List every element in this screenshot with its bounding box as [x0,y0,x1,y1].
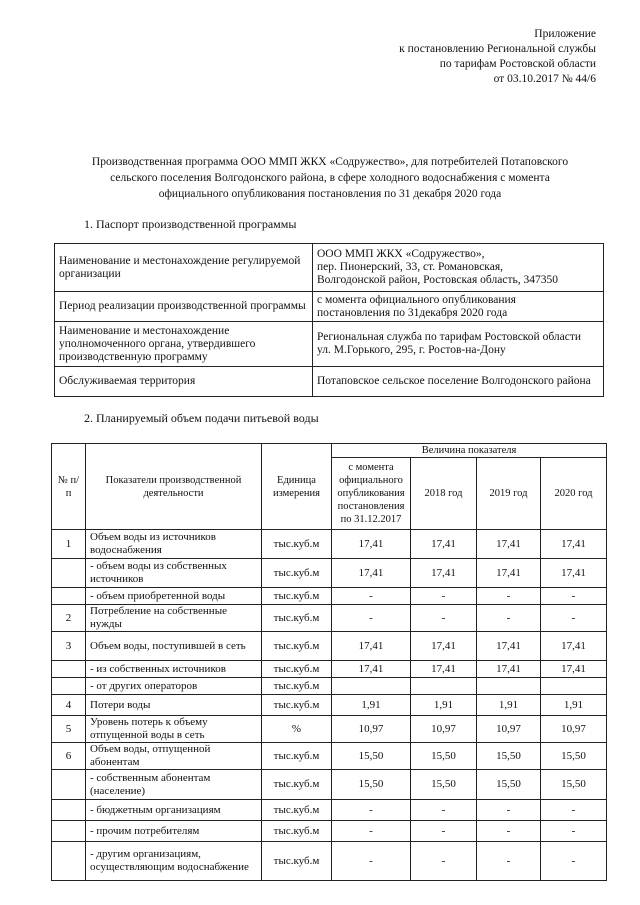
indicator-name: - объем воды из собственных источников [86,559,262,588]
volumes-body [52,530,607,881]
section-heading-passport: 1. Паспорт производственной программы [84,217,297,231]
indicator-name: - другим организациям, осуществляющим водоснабжение [86,842,262,881]
value-2018: 15,50 [411,743,477,770]
passport-row [55,367,604,397]
col-header-period1: с момента официального опубликования постановления по 31.12.2017 [332,458,411,530]
row-number [52,588,86,605]
title-line: сельского поселения Волгодонского района, в сфере холодного водоснабжения с момента [110,172,550,184]
col-header-2019: 2019 год [477,458,541,530]
value-2018 [411,678,477,695]
indicator-name: Уровень потерь к объему отпущенной воды в сеть [86,716,262,743]
table-row [52,559,607,588]
passport-label: Наименование и местонахождение регулируемой организации [55,244,313,292]
passport-label: Период реализации производственной программы [55,292,313,322]
value-2018: - [411,588,477,605]
value-2019: - [477,588,541,605]
value-2018: 17,41 [411,661,477,678]
value-period1: - [332,588,411,605]
table-row [52,800,607,821]
value-2018: 17,41 [411,559,477,588]
col-header-2018: 2018 год [411,458,477,530]
section-heading-volumes: 2. Планируемый объем подачи питьевой воды [84,411,319,425]
passport-value [313,322,604,367]
value-period1: 1,91 [332,695,411,716]
value-line: ООО ММП ЖКХ «Содружество», [317,248,485,260]
value-2018: - [411,821,477,842]
value-2019: - [477,821,541,842]
table-row [52,716,607,743]
passport-label: Наименование и местонахождение уполномоченного органа, утвердившего производственную программу [55,322,313,367]
col-header-value-group: Величина показателя [332,444,607,458]
value-2020: 17,41 [541,632,607,661]
unit-cell: тыс.куб.м [262,770,332,800]
value-2018: - [411,842,477,881]
unit-cell: % [262,716,332,743]
value-2019: 17,41 [477,530,541,559]
value-2020 [541,678,607,695]
table-row [52,605,607,632]
table-row [52,743,607,770]
table-row [52,821,607,842]
passport-row [55,244,604,292]
indicator-name: Потери воды [86,695,262,716]
passport-table [54,243,604,397]
value-2019: 17,41 [477,661,541,678]
indicator-name: - бюджетным организациям [86,800,262,821]
indicator-name: - из собственных источников [86,661,262,678]
appendix-line: от 03.10.2017 № 44/6 [493,73,596,85]
row-number [52,770,86,800]
value-line: Волгодонской район, Ростовская область, 347350 [317,274,558,286]
value-period1: - [332,605,411,632]
value-2020: - [541,821,607,842]
indicator-name: Потребление на собственные нужды [86,605,262,632]
passport-row [55,292,604,322]
passport-row [55,322,604,367]
value-2020: - [541,800,607,821]
passport-value [313,292,604,322]
value-2018: 17,41 [411,632,477,661]
appendix-line: по тарифам Ростовской области [439,58,596,70]
value-2020: 10,97 [541,716,607,743]
row-number [52,559,86,588]
document-title [40,154,620,202]
value-2019 [477,678,541,695]
col-header-indicator: Показатели производственной деятельности [86,444,262,530]
row-number: 5 [52,716,86,743]
row-number [52,661,86,678]
unit-cell: тыс.куб.м [262,605,332,632]
value-2018: 15,50 [411,770,477,800]
value-period1: 17,41 [332,661,411,678]
value-2019: - [477,605,541,632]
table-row [52,678,607,695]
table-row [52,530,607,559]
indicator-name: Объем воды из источников водоснабжения [86,530,262,559]
unit-cell: тыс.куб.м [262,743,332,770]
unit-cell: тыс.куб.м [262,588,332,605]
value-2019: 1,91 [477,695,541,716]
value-2019: - [477,842,541,881]
value-2020: 15,50 [541,743,607,770]
col-header-unit: Единица измерения [262,444,332,530]
value-period1: - [332,800,411,821]
unit-cell: тыс.куб.м [262,695,332,716]
unit-cell: тыс.куб.м [262,842,332,881]
unit-cell: тыс.куб.м [262,559,332,588]
row-number: 3 [52,632,86,661]
value-line: ул. М.Горького, 295, г. Ростов-на-Дону [317,344,506,356]
value-2018: - [411,605,477,632]
indicator-name: - собственным абонентам (население) [86,770,262,800]
appendix-line: Приложение [534,28,596,40]
passport-value [313,244,604,292]
value-line: Потаповское сельское поселение Волгодонского района [317,375,591,387]
value-2020: - [541,605,607,632]
value-2019: 15,50 [477,770,541,800]
appendix-block [399,27,596,87]
table-row [52,695,607,716]
title-line: официального опубликования постановления по 31 декабря 2020 года [158,188,502,200]
value-2020: - [541,588,607,605]
row-number: 2 [52,605,86,632]
unit-cell: тыс.куб.м [262,530,332,559]
row-number: 1 [52,530,86,559]
unit-cell: тыс.куб.м [262,661,332,678]
value-2018: - [411,800,477,821]
value-period1 [332,678,411,695]
value-period1: - [332,842,411,881]
indicator-name: - объем приобретенной воды [86,588,262,605]
value-line: с момента официального опубликования [317,293,516,306]
row-number: 4 [52,695,86,716]
passport-label: Обслуживаемая территория [55,367,313,397]
indicator-name: - прочим потребителям [86,821,262,842]
value-period1: 17,41 [332,530,411,559]
row-number [52,800,86,821]
table-row [52,842,607,881]
value-line: постановления по 31декабря 2020 года [317,306,508,319]
row-number [52,678,86,695]
value-2020: 17,41 [541,661,607,678]
unit-cell: тыс.куб.м [262,678,332,695]
indicator-name: Объем воды, отпущенной абонентам [86,743,262,770]
volumes-table [51,443,607,881]
value-period1: 10,97 [332,716,411,743]
value-period1: 17,41 [332,632,411,661]
value-2019: 10,97 [477,716,541,743]
indicator-name: Объем воды, поступившей в сеть [86,632,262,661]
value-period1: 17,41 [332,559,411,588]
table-row [52,661,607,678]
value-2019: - [477,800,541,821]
value-2020: 17,41 [541,559,607,588]
value-line: пер. Пионерский, 33, ст. Романовская, [317,261,503,273]
appendix-line: к постановлению Региональной службы [399,43,596,55]
value-2020: 1,91 [541,695,607,716]
passport-value [313,367,604,397]
value-2018: 17,41 [411,530,477,559]
value-period1: 15,50 [332,770,411,800]
value-2018: 10,97 [411,716,477,743]
unit-cell: тыс.куб.м [262,800,332,821]
unit-cell: тыс.куб.м [262,632,332,661]
table-row [52,588,607,605]
col-header-num: № п/п [52,444,86,530]
col-header-2020: 2020 год [541,458,607,530]
value-line: Региональная служба по тарифам Ростовской области [317,331,582,343]
value-period1: - [332,821,411,842]
value-2019: 17,41 [477,632,541,661]
value-2019: 17,41 [477,559,541,588]
value-2020: 15,50 [541,770,607,800]
table-row [52,770,607,800]
value-2018: 1,91 [411,695,477,716]
value-2020: 17,41 [541,530,607,559]
value-2019: 15,50 [477,743,541,770]
row-number [52,821,86,842]
row-number [52,842,86,881]
value-2020: - [541,842,607,881]
value-period1: 15,50 [332,743,411,770]
row-number: 6 [52,743,86,770]
indicator-name: - от других операторов [86,678,262,695]
title-line: Производственная программа ООО ММП ЖКХ «Содружество», для потребителей Потаповского [91,156,569,168]
table-row [52,632,607,661]
header-row [52,444,607,458]
unit-cell: тыс.куб.м [262,821,332,842]
